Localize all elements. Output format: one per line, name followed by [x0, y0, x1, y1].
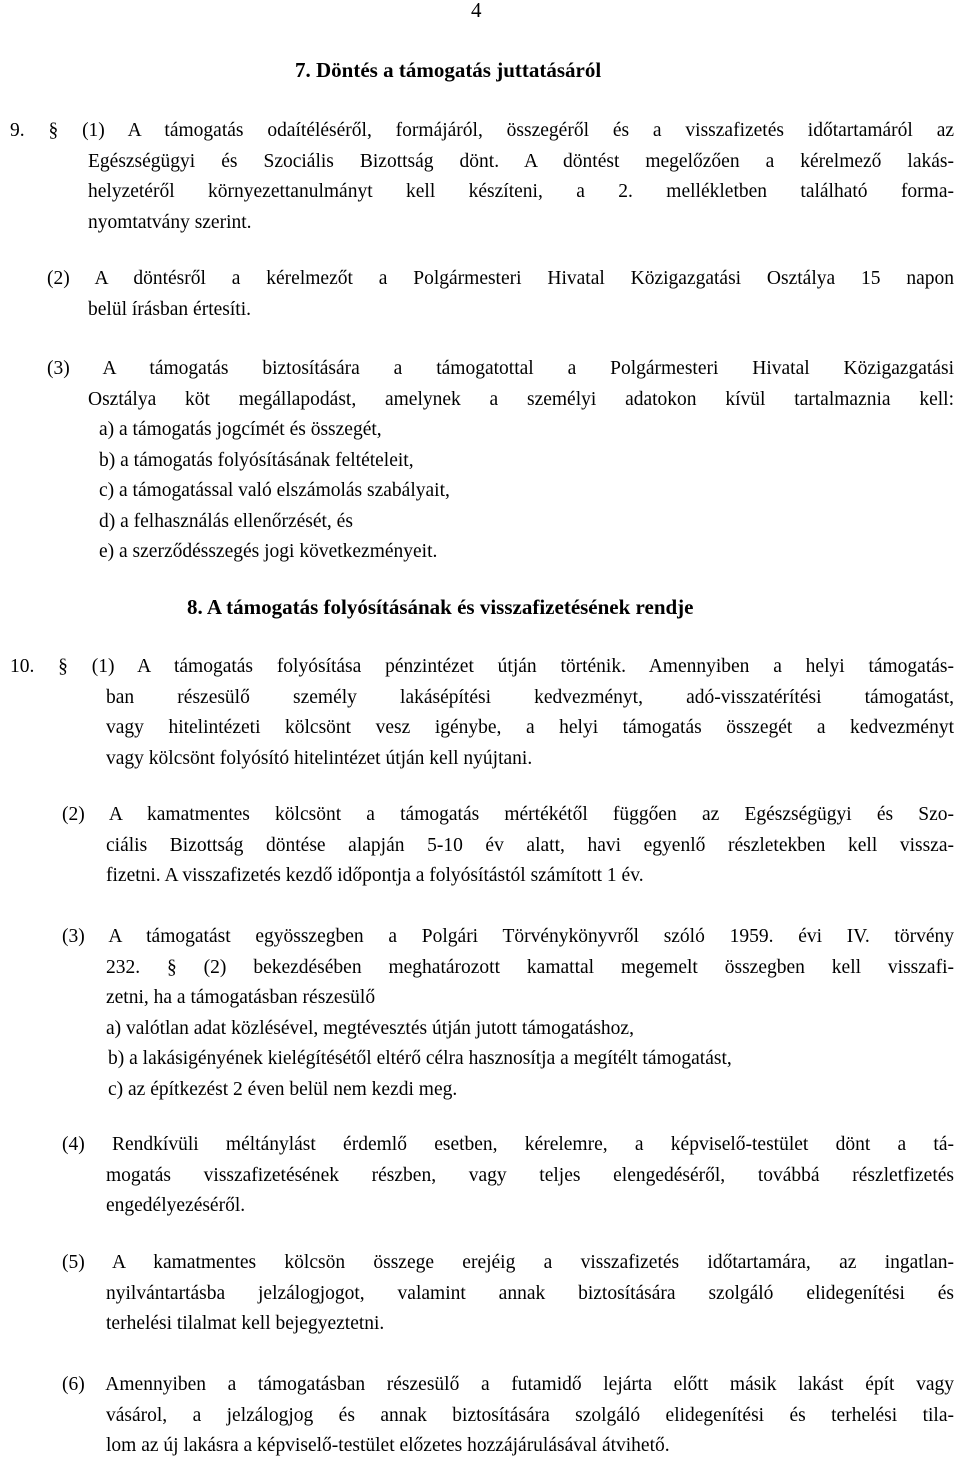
paragraph-9-2: [47, 264, 954, 325]
paragraph-line: vagy hitelintézeti kölcsönt vesz igénybe, a helyi támogatás összegét a kedvezményt: [106, 717, 954, 738]
paragraph-line: 9. § (1) A támogatás odaítéléséről, formájáról, összegéről és a visszafizetés időtartamáról az: [10, 120, 954, 141]
paragraph-line: (2) A döntésről a kérelmezőt a Polgármesteri Hivatal Közigazgatási Osztálya 15 napon: [47, 268, 954, 289]
list-item: b) a támogatás folyósításának feltételeit,: [99, 449, 414, 471]
list-item: a) a támogatás jogcímét és összegét,: [99, 419, 382, 440]
paragraph-line: lom az új lakásra a képviselő-testület előzetes hozzájárulásával átvihető.: [106, 1435, 670, 1456]
paragraph-10-1: [10, 652, 954, 774]
paragraph-line: engedélyezéséről.: [106, 1195, 246, 1216]
paragraph-line: nyilvántartásba jelzálogjogot, valamint annak biztosítására szolgáló elidegenítési és: [106, 1282, 954, 1304]
paragraph-line: ciális Bizottság döntése alapján 5-10 év alatt, havi egyenlő részletekben kell vissza-: [106, 834, 954, 856]
paragraph-line: Egészségügyi és Szociális Bizottság dönt. A döntést megelőzően a kérelmező lakás-: [88, 150, 954, 172]
paragraph-line: (6) Amennyiben a támogatásban részesülő a futamidő lejárta előtt másik lakást épít vagy: [62, 1374, 954, 1395]
paragraph-9-1: [10, 116, 954, 238]
paragraph-10-5: [62, 1248, 954, 1340]
list-item: e) a szerződésszegés jogi következményeit.: [99, 541, 438, 562]
paragraph-line: ban részesülő személy lakásépítési kedvezményt, adó-visszatérítési támogatást,: [106, 686, 954, 708]
paragraph-line: 232. § (2) bekezdésében meghatározott kamattal megemelt összegben kell visszafi-: [106, 956, 954, 978]
list-item: a) valótlan adat közlésével, megtévesztés útján jutott támogatáshoz,: [106, 1017, 634, 1039]
paragraph-line: Osztálya köt megállapodást, amelynek a személyi adatokon kívül tartalmaznia kell:: [88, 388, 954, 410]
paragraph-line: helyzetéről környezettanulmányt kell készíteni, a 2. mellékletben található forma-: [88, 181, 954, 202]
section-8-heading: 8. A támogatás folyósításának és visszafizetésének rendje: [187, 595, 694, 619]
paragraph-line: vagy kölcsönt folyósító hitelintézet útján kell nyújtani.: [106, 747, 533, 769]
paragraph-10-6: [62, 1370, 954, 1462]
paragraph-line: mogatás visszafizetésének részben, vagy teljes elengedéséről, továbbá részletfizetés: [106, 1164, 954, 1186]
paragraph-line: (4) Rendkívüli méltánylást érdemlő esetben, kérelemre, a képviselő-testület dönt a tá-: [62, 1134, 954, 1155]
paragraph-line: fizetni. A visszafizetés kezdő időpontja a folyósítástól számított 1 év.: [106, 865, 644, 886]
paragraph-9-3: [47, 354, 954, 568]
paragraph-line: (3) A támogatás biztosítására a támogatottal a Polgármesteri Hivatal Közigazgatási: [47, 358, 954, 379]
paragraph-line: belül írásban értesíti.: [88, 298, 251, 320]
page-number: 4: [471, 0, 482, 22]
paragraph-line: terhelési tilalmat kell bejegyeztetni.: [106, 1313, 385, 1334]
paragraph-10-3: [62, 922, 954, 1105]
paragraph-line: vásárol, a jelzálogjog és annak biztosítására szolgáló elidegenítési és terhelési tila-: [106, 1404, 954, 1426]
list-item: c) az építkezést 2 éven belül nem kezdi meg.: [108, 1078, 458, 1100]
list-item: c) a támogatással való elszámolás szabályait,: [99, 480, 450, 501]
paragraph-line: (3) A támogatást egyösszegben a Polgári Törvénykönyvről szóló 1959. évi IV. törvény: [62, 926, 954, 947]
paragraph-line: (2) A kamatmentes kölcsönt a támogatás mértékétől függően az Egészségügyi és Szo-: [62, 804, 954, 825]
section-7-heading: 7. Döntés a támogatás juttatásáról: [295, 58, 602, 82]
paragraph-line: zetni, ha a támogatásban részesülő: [106, 987, 376, 1008]
paragraph-10-4: [62, 1130, 954, 1222]
paragraph-line: (5) A kamatmentes kölcsön összege erejéig a visszafizetés időtartamára, az ingatlan-: [62, 1252, 954, 1273]
paragraph-10-2: [62, 800, 954, 892]
list-item: d) a felhasználás ellenőrzését, és: [99, 510, 353, 532]
list-item: b) a lakásigényének kielégítésétől eltérő célra hasznosítja a megítélt támogatást,: [108, 1048, 732, 1069]
paragraph-line: 10. § (1) A támogatás folyósítása pénzintézet útján történik. Amennyiben a helyi támogatás-: [10, 656, 954, 677]
paragraph-line: nyomtatvány szerint.: [88, 211, 252, 233]
